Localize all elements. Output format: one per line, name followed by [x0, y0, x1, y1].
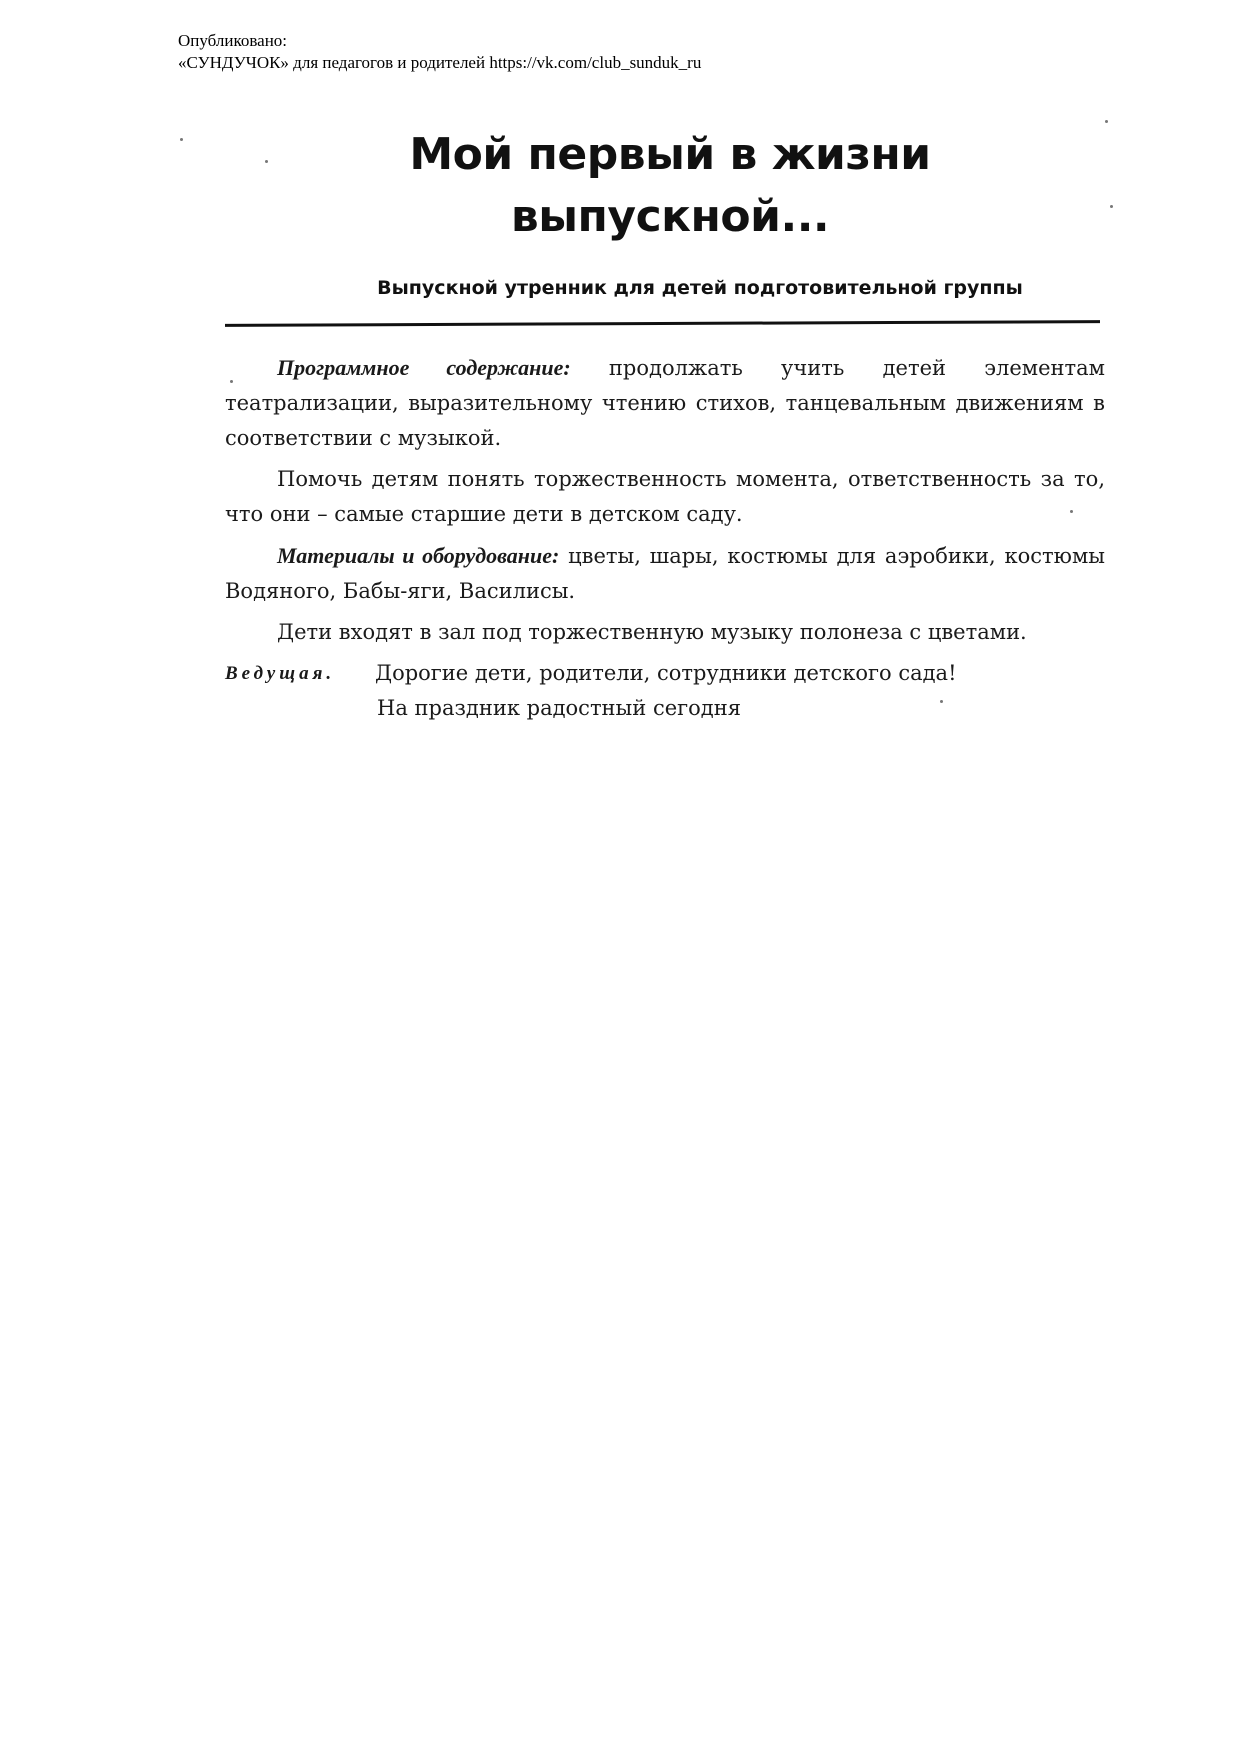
materials-label: Материалы и оборудование:: [277, 543, 560, 568]
scan-speck: [230, 380, 233, 383]
publication-note: [178, 30, 701, 74]
paragraph-program-content: [225, 350, 1105, 456]
scan-speck: [180, 138, 183, 141]
scan-speck: [265, 160, 268, 163]
program-content-label: Программное содержание:: [277, 355, 571, 380]
title-line-1: Мой первый в жизни: [409, 129, 931, 180]
scan-speck: [940, 700, 943, 703]
speech-lines: [375, 656, 957, 726]
scan-speck: [1105, 120, 1108, 123]
published-source: «СУНДУЧОК» для педагогов и родителей https://vk.com/club_sunduk_ru: [178, 53, 702, 72]
scan-speck: [1110, 205, 1113, 208]
page-title: [370, 124, 970, 248]
scan-speck: [1070, 510, 1073, 513]
speech-line-1: Дорогие дети, родители, сотрудники детского сада!: [375, 661, 957, 685]
paragraph-entrance: Дети входят в зал под торжественную музыку полонеза с цветами.: [277, 620, 1027, 644]
speaker-name: Ведущая.: [225, 663, 336, 684]
paragraph-help-children: Помочь детям понять торжественность момента, ответственность за то, что они – самые старшие дети в детском саду.: [225, 467, 1105, 526]
divider-rule: [225, 320, 1100, 327]
document-body: [225, 350, 1105, 726]
paragraph-materials: [225, 538, 1105, 609]
program-content-text: продолжать учить детей элементам театрализации, выразительному чтению стихов, танцевальным движениям в соответствии с музыкой.: [225, 356, 1105, 450]
scanned-page: [170, 110, 1120, 750]
speech-line-2: На праздник радостный сегодня: [377, 696, 741, 720]
page-subtitle: Выпускной утренник для детей подготовительной группы: [377, 277, 1023, 299]
materials-text: цветы, шары, костюмы для аэробики, костюмы Водяного, Бабы-яги, Василисы.: [225, 544, 1105, 603]
published-label: Опубликовано:: [178, 31, 288, 50]
title-line-2: выпускной...: [510, 191, 830, 242]
speech-block: [225, 656, 1105, 726]
